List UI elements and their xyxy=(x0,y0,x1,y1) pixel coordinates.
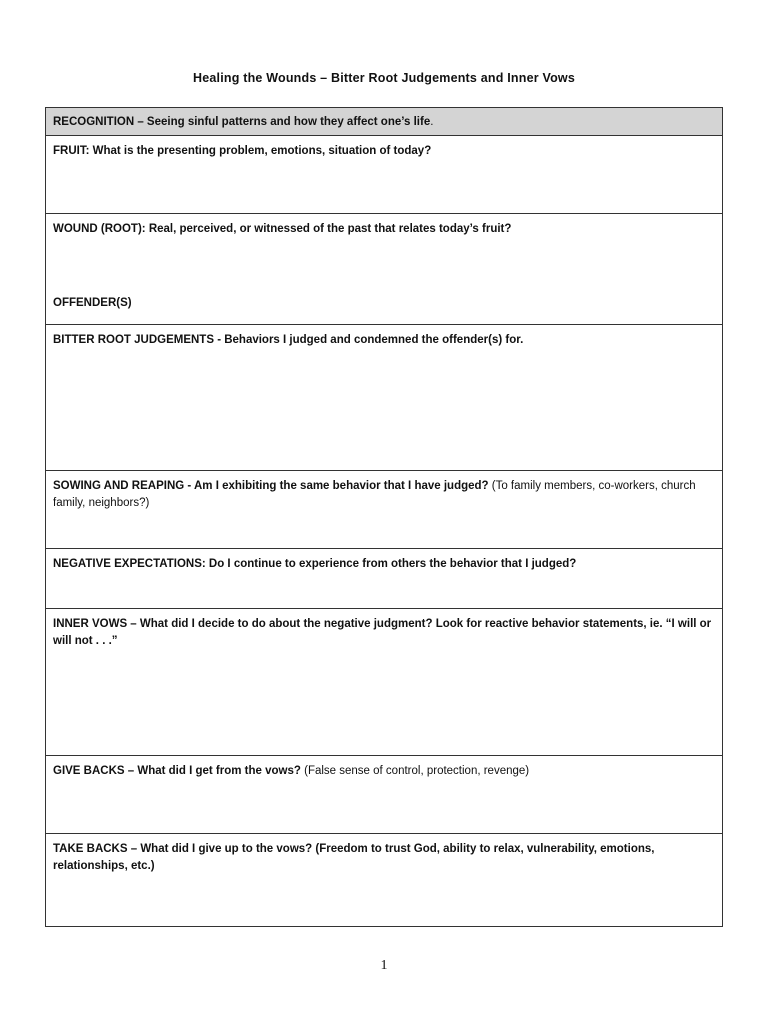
bitter-root-row xyxy=(46,325,723,471)
inner-vows-heading: INNER VOWS – What did I decide to do about the negative judgment? Look for reactive behavior statements, ie. “I will or will not . . .” xyxy=(53,618,712,647)
worksheet-table xyxy=(45,107,723,927)
offender-label: OFFENDER(S) xyxy=(53,297,132,309)
wound-row xyxy=(46,214,723,325)
recognition-row xyxy=(46,108,723,136)
sowing-reaping-cell[interactable] xyxy=(46,471,723,549)
take-backs-cell[interactable] xyxy=(46,834,723,927)
give-backs-detail: (False sense of control, protection, revenge) xyxy=(300,765,530,777)
take-backs-row xyxy=(46,834,723,927)
inner-vows-row xyxy=(46,609,723,756)
give-backs-cell[interactable] xyxy=(46,756,723,834)
take-backs-heading: TAKE BACKS – What did I give up to the vows? (Freedom to trust God, ability to relax, vulnerability, emotions, relationships, etc.) xyxy=(53,843,655,872)
bitter-root-cell[interactable] xyxy=(46,325,723,471)
give-backs-heading: GIVE BACKS – What did I get from the vows? xyxy=(53,765,301,777)
recognition-heading: RECOGNITION – Seeing sinful patterns and how they affect one’s life xyxy=(53,116,431,128)
document-title: Healing the Wounds – Bitter Root Judgements and Inner Vows xyxy=(192,71,575,85)
wound-cell[interactable] xyxy=(46,214,723,325)
recognition-cell xyxy=(46,108,723,136)
bitter-root-heading: BITTER ROOT JUDGEMENTS - Behaviors I judged and condemned the offender(s) for. xyxy=(53,334,524,346)
fruit-heading: FRUIT: What is the presenting problem, emotions, situation of today? xyxy=(53,145,432,157)
inner-vows-cell[interactable] xyxy=(46,609,723,756)
negative-expectations-heading: NEGATIVE EXPECTATIONS: Do I continue to experience from others the behavior that I judged? xyxy=(53,558,577,570)
wound-heading: WOUND (ROOT): xyxy=(53,223,149,235)
sowing-reaping-row xyxy=(46,471,723,549)
recognition-tail: . xyxy=(430,116,434,128)
negative-expectations-cell[interactable] xyxy=(46,549,723,609)
negative-expectations-row xyxy=(46,549,723,609)
sowing-reaping-detail: (To family members, co-workers, church family, neighbors?) xyxy=(53,480,696,509)
wound-detail: Real, perceived, or witnessed of the past that relates today’s fruit? xyxy=(148,223,512,235)
sowing-reaping-heading: SOWING AND REAPING - Am I exhibiting the same behavior that I have judged? xyxy=(53,480,489,492)
give-backs-row xyxy=(46,756,723,834)
fruit-cell[interactable] xyxy=(46,136,723,214)
page-number: 1 xyxy=(380,958,388,973)
fruit-row xyxy=(46,136,723,214)
